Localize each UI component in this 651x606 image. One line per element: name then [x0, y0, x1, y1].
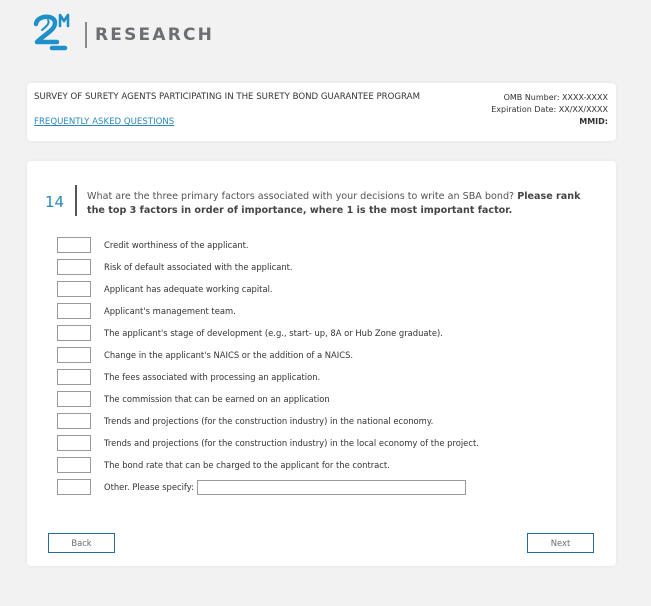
rank-input[interactable] — [57, 369, 91, 385]
rank-input[interactable] — [57, 303, 91, 319]
company-logo — [33, 12, 214, 52]
rank-option-label: Change in the applicant's NAICS or the addition of a NAICS. — [104, 350, 354, 360]
rank-row — [57, 432, 479, 454]
survey-title: SURVEY OF SURETY AGENTS PARTICIPATING IN THE SURETY BOND GUARANTEE PROGRAM — [34, 92, 420, 102]
rank-option-label: The bond rate that can be charged to the applicant for the contract. — [104, 460, 390, 470]
rank-option-label: Applicant has adequate working capital. — [104, 284, 273, 294]
expiration-date: Expiration Date: XX/XX/XXXX — [491, 105, 608, 114]
mmid-label: MMID: — [579, 117, 608, 126]
rank-option-label: Trends and projections (for the construction industry) in the local economy of the project. — [104, 438, 479, 448]
rank-input[interactable] — [57, 391, 91, 407]
rank-row — [57, 454, 479, 476]
omb-info — [491, 92, 608, 128]
rank-option-label: Trends and projections (for the construction industry) in the national economy. — [104, 416, 434, 426]
back-button[interactable]: Back — [48, 533, 115, 553]
ranking-list — [57, 234, 479, 498]
rank-input[interactable] — [57, 259, 91, 275]
rank-input[interactable] — [57, 457, 91, 473]
question-card — [27, 161, 616, 566]
rank-row — [57, 344, 479, 366]
question-instruction: Please rank the top 3 factors in order of importance, where 1 is the most important factor. — [87, 191, 581, 216]
2m-logo-icon — [33, 12, 79, 52]
rank-input[interactable] — [57, 435, 91, 451]
rank-row — [57, 234, 479, 256]
rank-option-label: Credit worthiness of the applicant. — [104, 240, 249, 250]
other-specify-input[interactable] — [197, 480, 466, 495]
question-text — [87, 190, 597, 217]
question-number: 14 — [45, 193, 65, 211]
faq-link[interactable]: FREQUENTLY ASKED QUESTIONS — [34, 117, 175, 127]
rank-row — [57, 366, 479, 388]
rank-option-label: Risk of default associated with the applicant. — [104, 262, 293, 272]
next-button[interactable]: Next — [527, 533, 594, 553]
logo-text: RESEARCH — [95, 25, 215, 45]
rank-input[interactable] — [57, 347, 91, 363]
rank-input[interactable] — [57, 281, 91, 297]
rank-row — [57, 300, 479, 322]
rank-row-other — [57, 476, 479, 498]
rank-option-label: Other. Please specify: — [104, 482, 194, 492]
rank-input[interactable] — [57, 479, 91, 495]
rank-option-label: The commission that can be earned on an application — [104, 394, 330, 404]
question-prompt: What are the three primary factors associated with your decisions to write an SBA bond? — [87, 191, 518, 202]
rank-option-label: Applicant's management team. — [104, 306, 236, 316]
rank-option-label: The fees associated with processing an application. — [104, 372, 321, 382]
logo-divider — [85, 22, 87, 48]
rank-row — [57, 322, 479, 344]
question-divider — [75, 185, 77, 216]
rank-input[interactable] — [57, 325, 91, 341]
omb-number: OMB Number: XXXX-XXXX — [503, 93, 608, 102]
rank-row — [57, 388, 479, 410]
rank-option-label: The applicant's stage of development (e.g., start- up, 8A or Hub Zone graduate). — [104, 328, 443, 338]
rank-row — [57, 278, 479, 300]
survey-header — [27, 83, 616, 141]
rank-input[interactable] — [57, 237, 91, 253]
rank-input[interactable] — [57, 413, 91, 429]
rank-row — [57, 410, 479, 432]
rank-row — [57, 256, 479, 278]
